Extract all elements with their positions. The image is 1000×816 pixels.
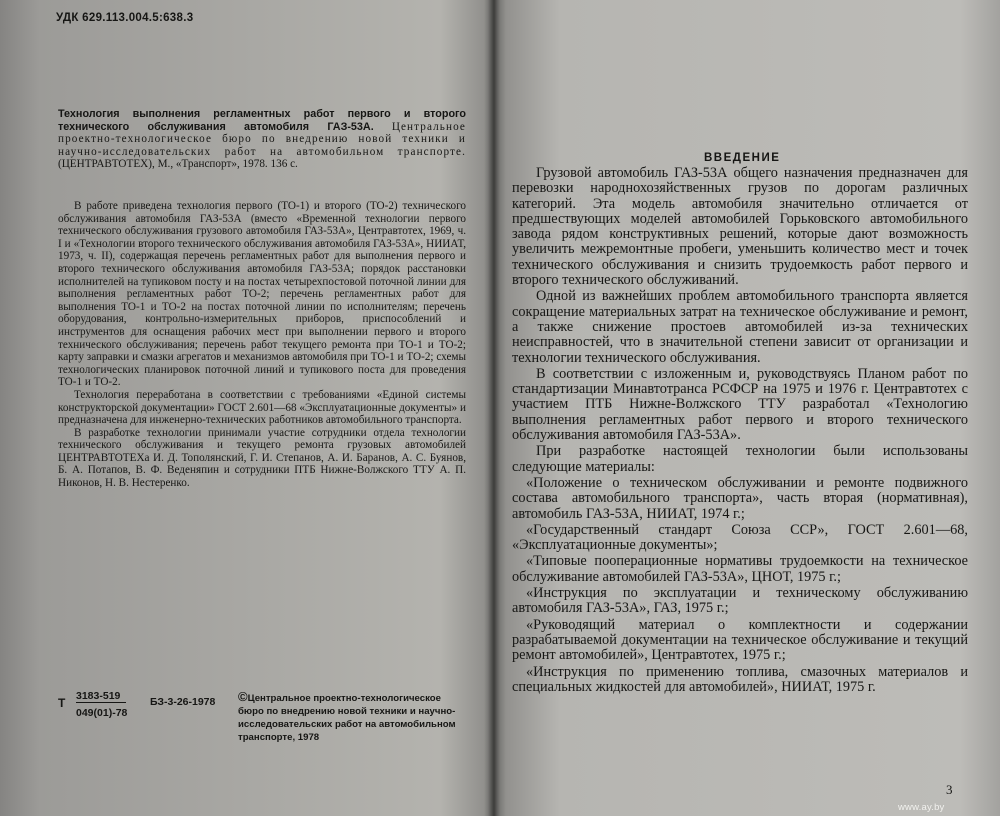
- copyright-notice: [238, 690, 468, 744]
- bibliographic-organization: Центральное проектно-технологическое бюро по внедрению новой техники и научно-исследовательских работ на автомобильном транспорте.: [58, 120, 466, 158]
- catalog-code-top: 3183-519: [76, 690, 126, 703]
- page-number: 3: [946, 782, 953, 797]
- catalog-bz-code: БЗ-3-26-1978: [150, 696, 216, 708]
- section-heading: ВВЕДЕНИЕ: [704, 152, 781, 164]
- watermark: www.ay.by: [898, 802, 945, 813]
- abstract-paragraph: Технология переработана в соответствии с требованиями «Единой системы конструкторской документации» ГОСТ 2.601—68 «Эксплуатационные документы» и предназначена для инженерно-технических работников автомобильного транспорта.: [58, 388, 466, 427]
- source-item: «Инструкция по применению топлива, смазочных материалов и специальных жидкостей для автомобилей», НИИАТ, 1975 г.: [512, 663, 968, 695]
- intro-paragraph: Грузовой автомобиль ГАЗ-53А общего назначения предназначен для перевозки народнохозяйственных грузов по дорогам различных категорий. Эта модель автомобиля значительно отличается от предшествующих моделей автомобилей Горьковского автомобильного завода рядом конструктивных решений, которые дают возможность увеличить межремонтные пробеги, уменьшить количество мест и точек технического обслуживания и снизить трудоемкость работ первого и второго технического обслуживаний.: [512, 165, 968, 289]
- udk-code: УДК 629.113.004.5:638.3: [56, 12, 194, 24]
- bibliographic-organization-abbr: (ЦЕНТРАВТОТЕХ),: [58, 158, 155, 171]
- bibliographic-entry: [58, 108, 466, 171]
- copyright-text: Центральное проектно-технологическое бюро по внедрению новой техники и научно-исследовательских работ на автомобильном транспорте, 1978: [238, 693, 456, 743]
- abstract-paragraph: В разработке технологии принимали участие сотрудники отдела технологии технического обслуживания и текущего ремонта грузовых автомобилей ЦЕНТРАВТОТЕХа И. Д. Тополянский, Г. И. Степанов, А. И. Баранов, А. С. Буянов, Б. А. Потапов, В. Ф. Веденяпин и сотрудники ПТБ Нижне-Волжского ТТУ А. П. Никонов, Н. В. Нестеренко.: [58, 426, 466, 490]
- abstract-paragraph: В работе приведена технология первого (ТО-1) и второго (ТО-2) технического обслуживания автомобиля ГАЗ-53А (вместо «Временной технологии первого технического обслуживания грузового автомобиля ГАЗ-53А», Центравтотех, 1969, ч. I и «Технологии второго технического обслуживания автомобиля ГАЗ-53А», НИИАТ, 1973, ч. II), содержащая перечень регламентных работ для выполнения первого и второго технического обслуживания автомобиля ГАЗ-53А; порядок расстановки исполнителей на тупиковом посту и на постах четырехпостовой поточной линии для выполнения регламентных работ ТО-2; перечень регламентных работ для выполнения ТО-1 и ТО-2 на постах поточной линии по исполнителям; перечень оборудования, контрольно-измерительных приборов, приспособлений и инструментов для оснащения рабочих мест при выполнении первого и второго технического обслуживания; перечень работ текущего ремонта при ТО-1 и ТО-2; карту заправки и смазки агрегатов и механизмов автомобиля при ТО-1 и ТО-2; схемы технологических планировок поточной линий и тупикового поста для проведения ТО-1 и ТО-2.: [58, 200, 467, 389]
- source-item: «Типовые пооперационные нормативы трудоемкости на техническое обслуживание автомобилей ГАЗ-53А», ЦНОТ, 1975 г.;: [512, 553, 968, 585]
- bibliographic-title: Технология выполнения регламентных работ первого и второго технического обслуживания автомобиля ГАЗ-53А.: [58, 108, 466, 133]
- bibliographic-publisher: М., «Транспорт», 1978. 136 с.: [157, 158, 298, 171]
- source-item: «Государственный стандарт Союза ССР», ГОСТ 2.601—68, «Эксплуатационные документы»;: [512, 521, 968, 554]
- book-gutter: [484, 0, 506, 816]
- catalog-letter: Т: [58, 696, 66, 710]
- source-item: «Инструкция по эксплуатации и техническому обслуживанию автомобиля ГАЗ-53А», ГАЗ, 1975 г.;: [512, 585, 968, 617]
- intro-paragraph: При разработке настоящей технологии были использованы следующие материалы:: [512, 443, 968, 475]
- intro-paragraph: В соответствии с изложенным и, руководствуясь Планом работ по стандартизации Минавтотранса РСФСР на 1975 и 1976 г. Центравтотех с участием ПТБ Нижне-Волжского ТТУ разработал «Технологию выполнения регламентных работ первого и второго технического обслуживания автомобиля ГАЗ-53А».: [512, 365, 968, 444]
- source-item: «Руководящий материал о комплектности и содержании разрабатываемой документации на техническое обслуживание и текущий ремонт автомобилей», Центравтотех, 1975 г.;: [512, 616, 968, 664]
- abstract: [58, 200, 466, 490]
- copyright-icon: ©: [238, 689, 248, 704]
- catalog-code-bottom: 049(01)-78: [76, 707, 128, 719]
- introduction-body: [512, 166, 968, 696]
- intro-paragraph: Одной из важнейших проблем автомобильного транспорта является сокращение материальных затрат на техническое обслуживание и ремонт, а также снижение простоев автомобилей из-за технических неисправностей, что в значительной степени зависит от организации и технологии технического обслуживания.: [512, 288, 968, 366]
- source-item: «Положение о техническом обслуживании и ремонте подвижного состава автомобильного транспорта», часть вторая (нормативная), автомобиль ГАЗ-53А, НИИАТ, 1974 г.;: [512, 474, 968, 522]
- catalog-codes: [58, 690, 478, 750]
